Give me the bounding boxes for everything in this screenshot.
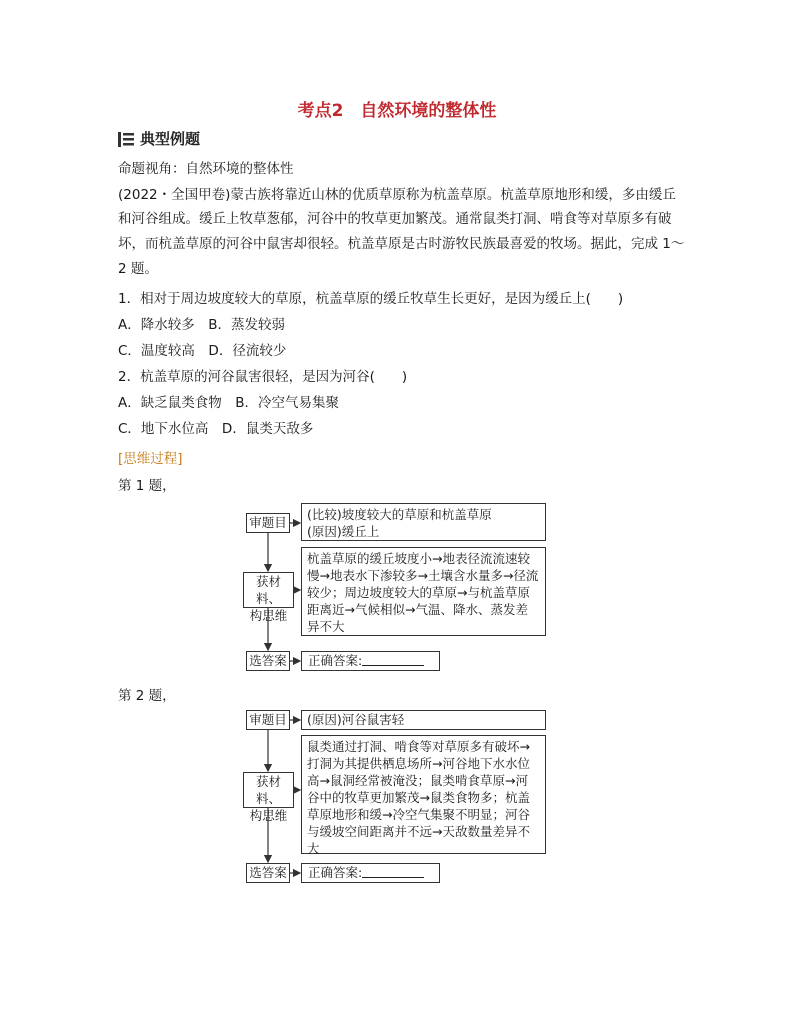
- flow-2-step-answer: [246, 863, 290, 883]
- flow-2-answer-blank[interactable]: [362, 865, 424, 878]
- flow-1-review-line-2: (原因)缓丘上: [307, 524, 380, 539]
- question-2-stem: 2．杭盖草原的河谷鼠害很轻，是因为河谷( ): [118, 369, 408, 385]
- flow-2-review-box: (原因)河谷鼠害轻: [301, 710, 546, 730]
- flow-1-material-box: 杭盖草原的缓丘坡度小→地表径流流速较慢→地表水下渗较多→土壤含水量多→径流较少；周边坡度较大的草原→与杭盖草原距离近→气候相似→气温、降水、蒸发差异不大: [301, 547, 546, 636]
- intro-line-2: 和河谷组成。缓丘上牧草葱郁，河谷中的牧草更加繁茂。通常鼠类打洞、啃食等对草原多有破: [118, 211, 672, 227]
- intro-line-3: 坏，而杭盖草原的河谷中鼠害却很轻。杭盖草原是古时游牧民族最喜爱的牧场。据此，完成 1～: [118, 236, 685, 252]
- flow-1-step-answer-label: 选答案: [249, 653, 287, 668]
- flow-1-answer-blank[interactable]: [362, 653, 424, 666]
- flow-1-answer-prefix: 正确答案:: [308, 653, 363, 668]
- flow-1-step-answer: [246, 651, 290, 671]
- thinking-process-label: [思维过程]: [118, 451, 183, 467]
- question-2-options-cd: C．地下水位高 D．鼠类天敌多: [118, 421, 314, 437]
- intro-line-1: (2022・全国甲卷)蒙古族将靠近山林的优质草原称为杭盖草原。杭盖草原地形和缓，多由缓丘: [118, 187, 676, 203]
- flow-1-answer-box: [301, 651, 440, 671]
- flow-2-heading: 第 2 题，: [118, 688, 176, 704]
- flow-2-answer-prefix: 正确答案:: [308, 865, 363, 880]
- page-title: 考点2 自然环境的整体性: [297, 101, 497, 121]
- flow-1-step-review-label: 审题目: [249, 515, 287, 530]
- flow-1-step-material-label-1: 获材料、: [255, 574, 281, 606]
- flow-2-step-answer-label: 选答案: [249, 865, 287, 880]
- flow-1-step-material-label-2: 构思维: [249, 608, 288, 623]
- flow-1-step-review: [246, 513, 290, 533]
- flow-2-step-review: [246, 710, 290, 730]
- question-2-options-ab: A．缺乏鼠类食物 B．冷空气易集聚: [118, 395, 339, 411]
- flow-1-review-line-1: (比较)坡度较大的草原和杭盖草原: [307, 507, 492, 522]
- flow-2-step-material: [243, 772, 294, 823]
- question-1-options-ab: A．降水较多 B．蒸发较弱: [118, 317, 285, 333]
- section-list-icon: [118, 132, 134, 147]
- flow-2-step-material-label-1: 获材料、: [255, 774, 281, 806]
- flow-1-review-box: [301, 503, 546, 541]
- flow-2-step-review-label: 审题目: [249, 712, 287, 727]
- question-1-options-cd: C．温度较高 D．径流较少: [118, 343, 287, 359]
- question-perspective: 命题视角：自然环境的整体性: [118, 161, 294, 177]
- flow-1-step-material: [243, 572, 294, 623]
- section-title: 典型例题: [140, 130, 201, 148]
- flow-1-heading: 第 1 题，: [118, 478, 176, 494]
- flow-2-material-box: 鼠类通过打洞、啃食等对草原多有破坏→打洞为其提供栖息场所→河谷地下水水位高→鼠洞经常被淹没；鼠类啃食草原→河谷中的牧草更加繁茂→鼠类食物多；杭盖草原地形和缓→冷空气集聚不明显；河谷与缓坡空间距离并不远→天敌数量差异不大: [301, 735, 546, 854]
- intro-line-4: 2 题。: [118, 261, 158, 277]
- flow-2-step-material-label-2: 构思维: [249, 808, 288, 823]
- flow-2-answer-box: [301, 863, 440, 883]
- question-1-stem: 1．相对于周边坡度较大的草原，杭盖草原的缓丘牧草生长更好，是因为缓丘上( ): [118, 291, 624, 307]
